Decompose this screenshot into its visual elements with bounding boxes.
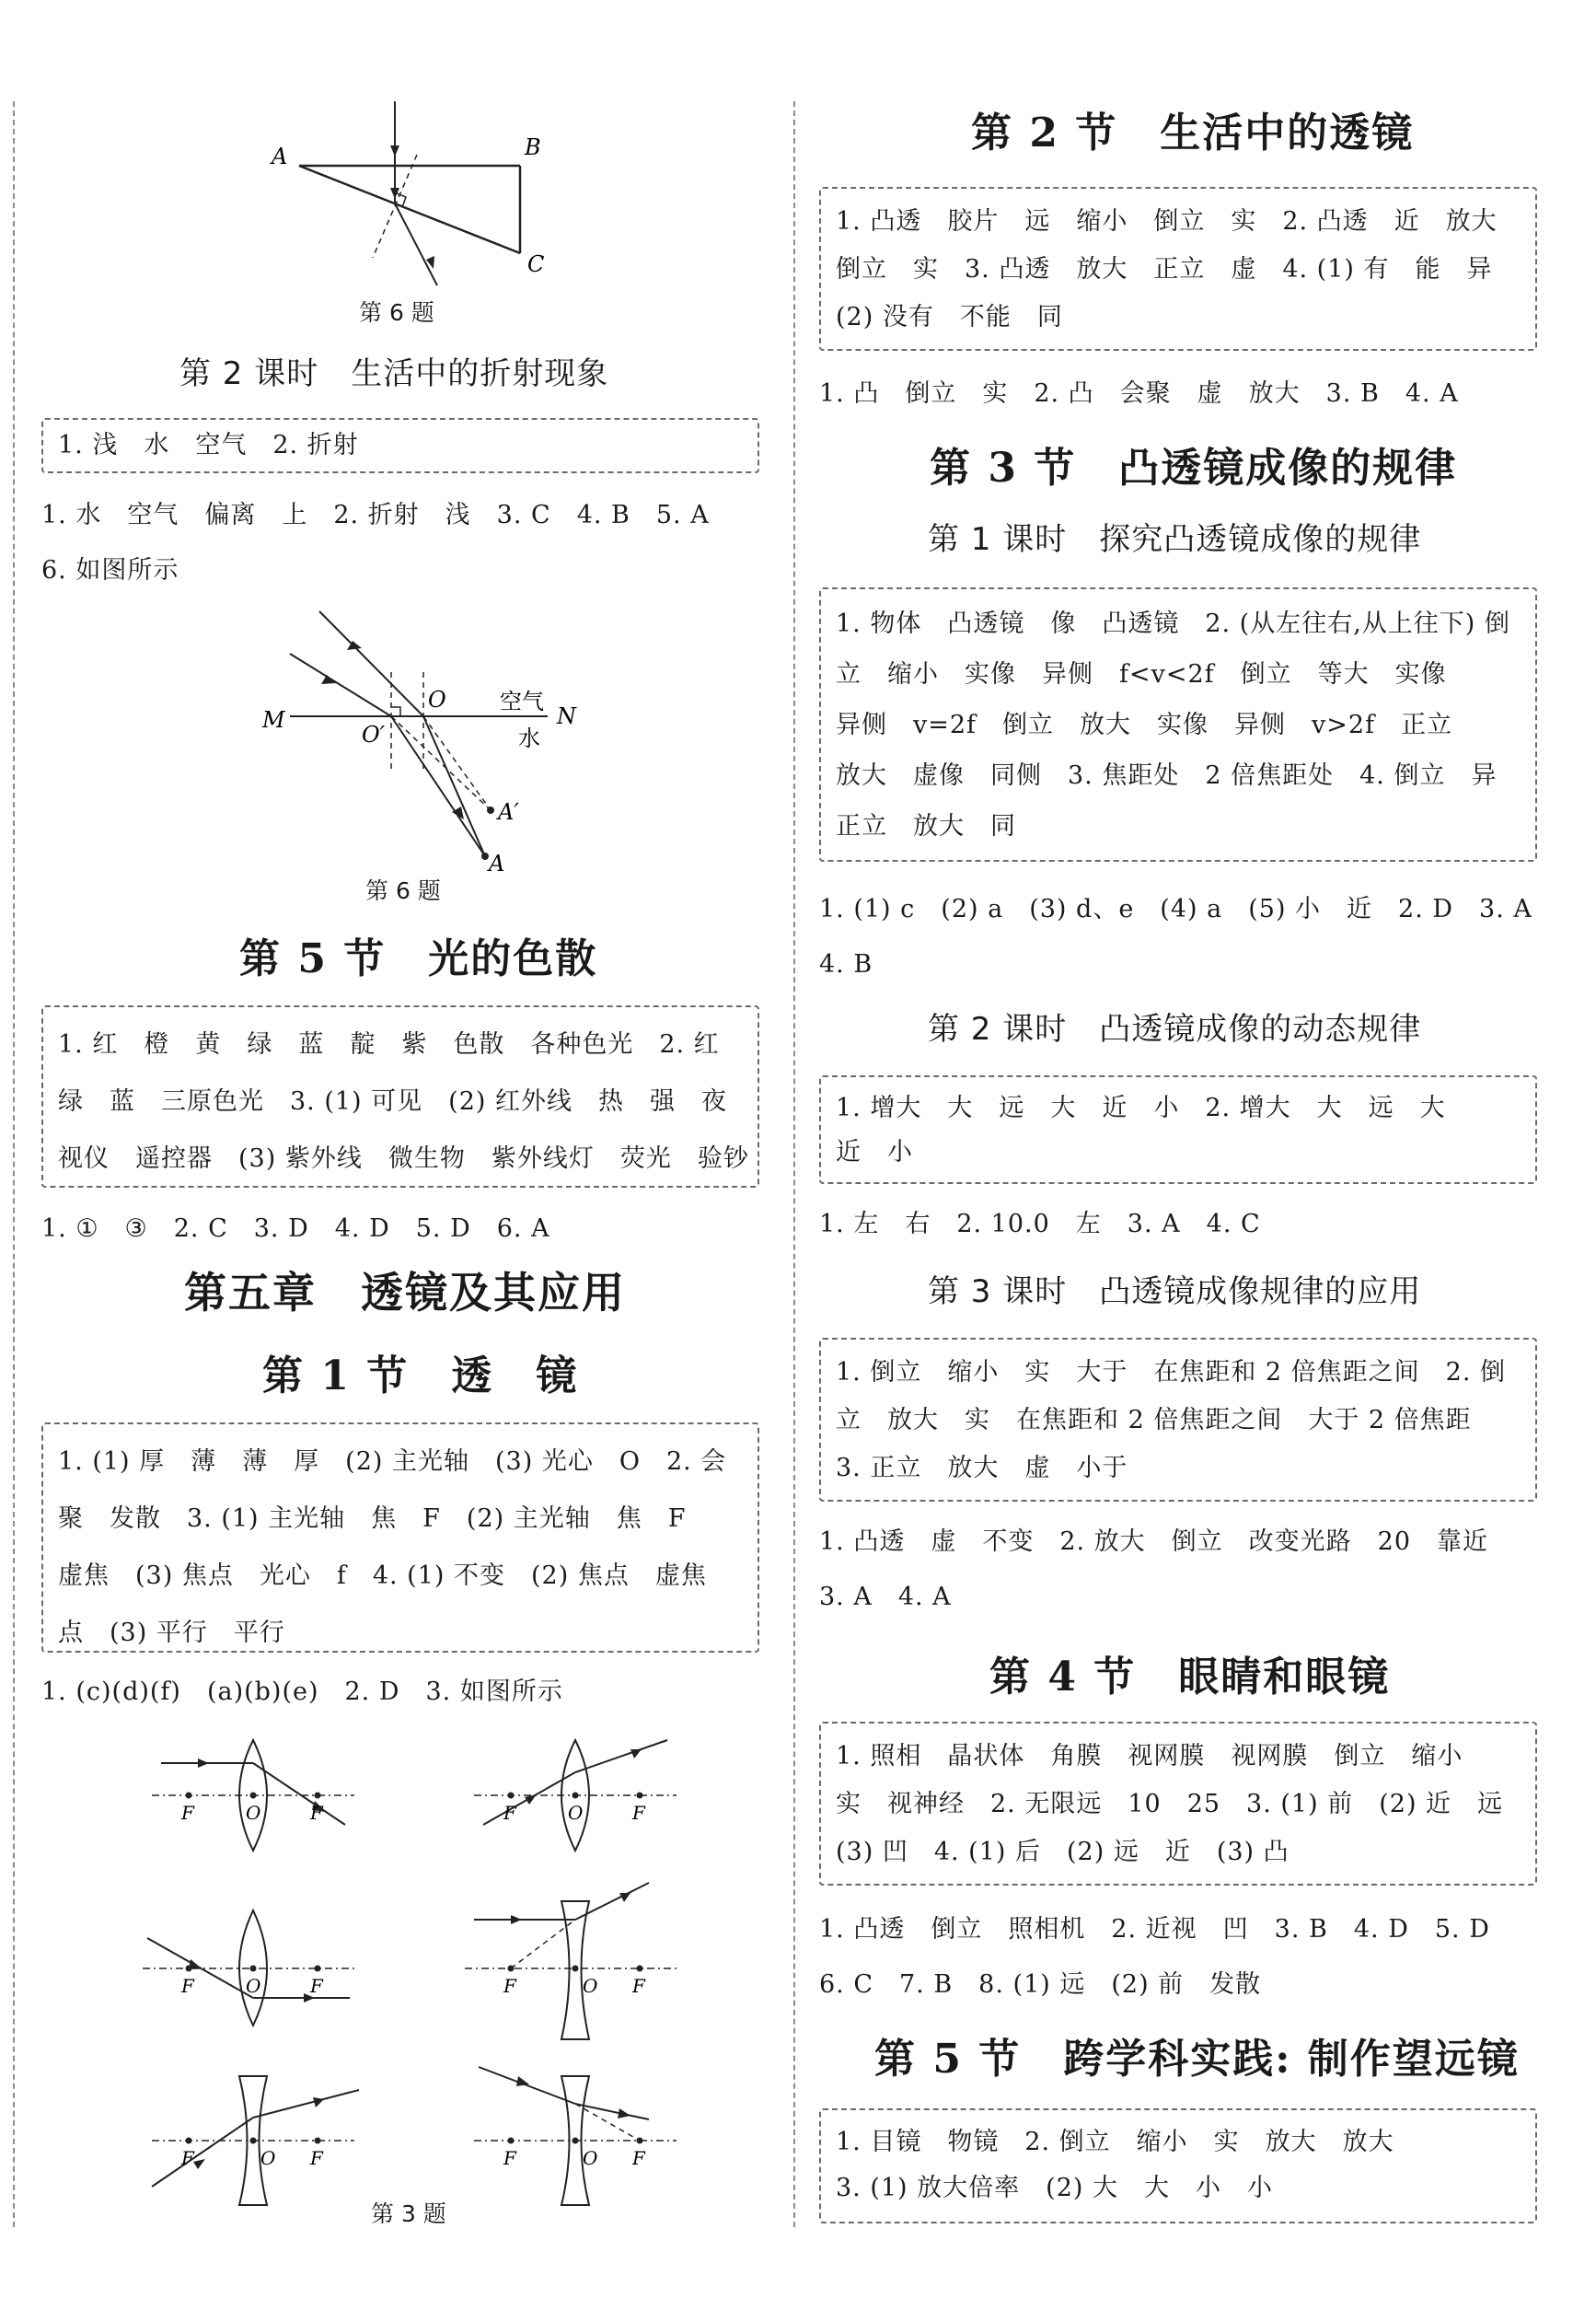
focus-label: F: [632, 2147, 645, 2169]
box-line: 1. 倒立 缩小 实 大于 在焦距和 2 倍焦距之间 2. 倒: [836, 1358, 1507, 1387]
box-line: 1. 浅 水 空气 2. 折射: [58, 431, 359, 459]
focus-label: F: [181, 1802, 194, 1824]
box-line: 1. 增大 大 远 大 近 小 2. 增大 大 远 大: [836, 1094, 1446, 1122]
answer-box: [819, 587, 1537, 862]
box-line: 放大 虚像 同侧 3. 焦距处 2 倍焦距处 4. 倒立 异: [836, 761, 1498, 790]
box-line: 虚焦 (3) 焦点 光心 f 4. (1) 不变 (2) 焦点 虚焦: [58, 1561, 707, 1590]
answer-line: 6. C 7. B 8. (1) 远 (2) 前 发散: [819, 1970, 1262, 1999]
focus-label: F: [503, 2147, 516, 2169]
label-air: 空气: [500, 689, 544, 714]
column-divider: [793, 101, 795, 2227]
answer-line: 1. (c)(d)(f) (a)(b)(e) 2. D 3. 如图所示: [41, 1677, 563, 1706]
figure-6-refraction: [253, 598, 621, 875]
section-title: 第 4 节 眼睛和眼镜: [989, 1654, 1391, 1701]
figure-6-prism: [244, 92, 630, 322]
answer-line: 1. (1) c (2) a (3) d、e (4) a (5) 小 近 2. D 3. A: [819, 895, 1532, 923]
lesson-title: 第 2 课时 凸透镜成像的动态规律: [928, 1011, 1422, 1048]
answer-line: 1. ① ③ 2. C 3. D 4. D 5. D 6. A: [41, 1214, 550, 1243]
section-title: 第 5 节 跨学科实践: 制作望远镜: [874, 2036, 1520, 2083]
label-B: B: [525, 134, 541, 160]
box-line: 1. 照相 晶状体 角膜 视网膜 视网膜 倒立 缩小: [836, 1742, 1463, 1770]
center-label: O: [246, 1802, 261, 1824]
answer-box: [819, 187, 1537, 351]
answer-line: 1. 水 空气 偏离 上 2. 折射 浅 3. C 4. B 5. A: [41, 501, 710, 529]
box-line: 3. (1) 放大倍率 (2) 大 大 小 小: [836, 2174, 1273, 2202]
answer-box: [819, 1075, 1537, 1184]
label-N: N: [557, 703, 576, 729]
focus-label: F: [503, 1802, 516, 1824]
focus-label: F: [310, 2147, 323, 2169]
box-line: 聚 发散 3. (1) 主光轴 焦 F (2) 主光轴 焦 F: [58, 1504, 687, 1533]
box-line: 1. (1) 厚 薄 薄 厚 (2) 主光轴 (3) 光心 O 2. 会: [58, 1447, 727, 1476]
section-title: 第 5 节 光的色散: [239, 935, 598, 982]
label-O: O: [428, 687, 446, 713]
focus-label: F: [632, 1802, 645, 1824]
label-A: A: [489, 851, 505, 875]
box-line: 立 缩小 实像 异侧 f<v<2f 倒立 等大 实像: [836, 660, 1447, 689]
answer-box: [819, 2108, 1537, 2223]
box-line: 3. 正立 放大 虚 小于: [836, 1454, 1128, 1482]
label-M: M: [262, 707, 285, 733]
figure-caption: 第 6 题: [365, 877, 441, 904]
box-line: 近 小: [836, 1138, 913, 1167]
answer-line: 6. 如图所示: [41, 556, 179, 585]
box-line: 1. 红 橙 黄 绿 蓝 靛 紫 色散 各种色光 2. 红: [58, 1030, 720, 1059]
center-label: O: [246, 1975, 261, 1997]
figure-caption: 第 3 题: [371, 2200, 446, 2227]
lesson-title: 第 2 课时 生活中的折射现象: [179, 355, 609, 392]
focus-label: F: [181, 2147, 194, 2169]
box-line: 正立 放大 同: [836, 812, 1016, 841]
box-line: 视仪 遥控器 (3) 紫外线 微生物 紫外线灯 荧光 验钞: [58, 1144, 749, 1173]
answer-box: [41, 418, 759, 473]
box-line: (3) 凹 4. (1) 后 (2) 远 近 (3) 凸: [836, 1838, 1290, 1866]
label-A: A: [272, 144, 288, 169]
answer-line: 1. 凸 倒立 实 2. 凸 会聚 虚 放大 3. B 4. A: [819, 379, 1459, 408]
answer-line: 1. 凸透 倒立 照相机 2. 近视 凹 3. B 4. D 5. D: [819, 1915, 1490, 1944]
focus-label: F: [503, 1975, 516, 1997]
answer-box: [819, 1722, 1537, 1886]
box-line: 倒立 实 3. 凸透 放大 正立 虚 4. (1) 有 能 异: [836, 255, 1493, 284]
lens-panel-6: [474, 2067, 677, 2205]
figure-caption: 第 6 题: [359, 299, 434, 326]
box-line: 实 视神经 2. 无限远 10 25 3. (1) 前 (2) 近 远: [836, 1790, 1504, 1818]
lens-panel-2: [474, 1740, 677, 1851]
answer-box: [41, 1422, 759, 1653]
left-margin-divider: [13, 101, 15, 2227]
answer-box: [819, 1338, 1537, 1502]
lesson-title: 第 1 课时 探究凸透镜成像的规律: [928, 521, 1422, 558]
section-title: 第 1 节 透 镜: [262, 1352, 579, 1399]
answer-line: 3. A 4. A: [819, 1583, 952, 1611]
box-line: 1. 目镜 物镜 2. 倒立 缩小 实 放大 放大: [836, 2128, 1394, 2156]
box-line: 1. 凸透 胶片 远 缩小 倒立 实 2. 凸透 近 放大: [836, 207, 1498, 236]
center-label: O: [260, 2147, 276, 2169]
box-line: (2) 没有 不能 同: [836, 303, 1063, 331]
center-label: O: [583, 1975, 598, 1997]
center-label: O: [568, 1802, 584, 1824]
focus-label: F: [310, 1975, 323, 1997]
lesson-title: 第 3 课时 凸透镜成像规律的应用: [928, 1273, 1422, 1310]
box-line: 异侧 v=2f 倒立 放大 实像 异侧 v>2f 正立: [836, 711, 1453, 739]
box-line: 点 (3) 平行 平行: [58, 1619, 285, 1647]
answer-line: 4. B: [819, 950, 873, 979]
center-label: O: [583, 2147, 598, 2169]
chapter-title: 第五章 透镜及其应用: [184, 1268, 626, 1318]
answer-line: 1. 左 右 2. 10.0 左 3. A 4. C: [819, 1210, 1261, 1238]
lens-panel-5: [152, 2076, 359, 2205]
lens-panel-3: [143, 1910, 354, 2026]
focus-label: F: [310, 1802, 323, 1824]
focus-label: F: [181, 1975, 194, 1997]
answer-line: 1. 凸透 虚 不变 2. 放大 倒立 改变光路 20 靠近: [819, 1527, 1489, 1556]
section-title: 第 2 节 生活中的透镜: [971, 110, 1415, 157]
answer-box: [41, 1005, 759, 1188]
lens-panel-1: [152, 1740, 354, 1851]
label-C: C: [527, 251, 545, 277]
label-water: 水: [518, 726, 540, 751]
figure-3-lenses: [133, 1722, 723, 2219]
box-line: 1. 物体 凸透镜 像 凸透镜 2. (从左往右,从上往下) 倒: [836, 609, 1510, 638]
box-line: 绿 蓝 三原色光 3. (1) 可见 (2) 红外线 热 强 夜: [58, 1087, 727, 1116]
section-title: 第 3 节 凸透镜成像的规律: [930, 445, 1458, 492]
box-line: 立 放大 实 在焦距和 2 倍焦距之间 大于 2 倍焦距: [836, 1406, 1472, 1434]
focus-label: F: [632, 1975, 645, 1997]
label-O-prime: O′: [362, 722, 386, 748]
lens-panel-4: [465, 1883, 677, 2039]
label-A-prime: A′: [498, 799, 519, 825]
